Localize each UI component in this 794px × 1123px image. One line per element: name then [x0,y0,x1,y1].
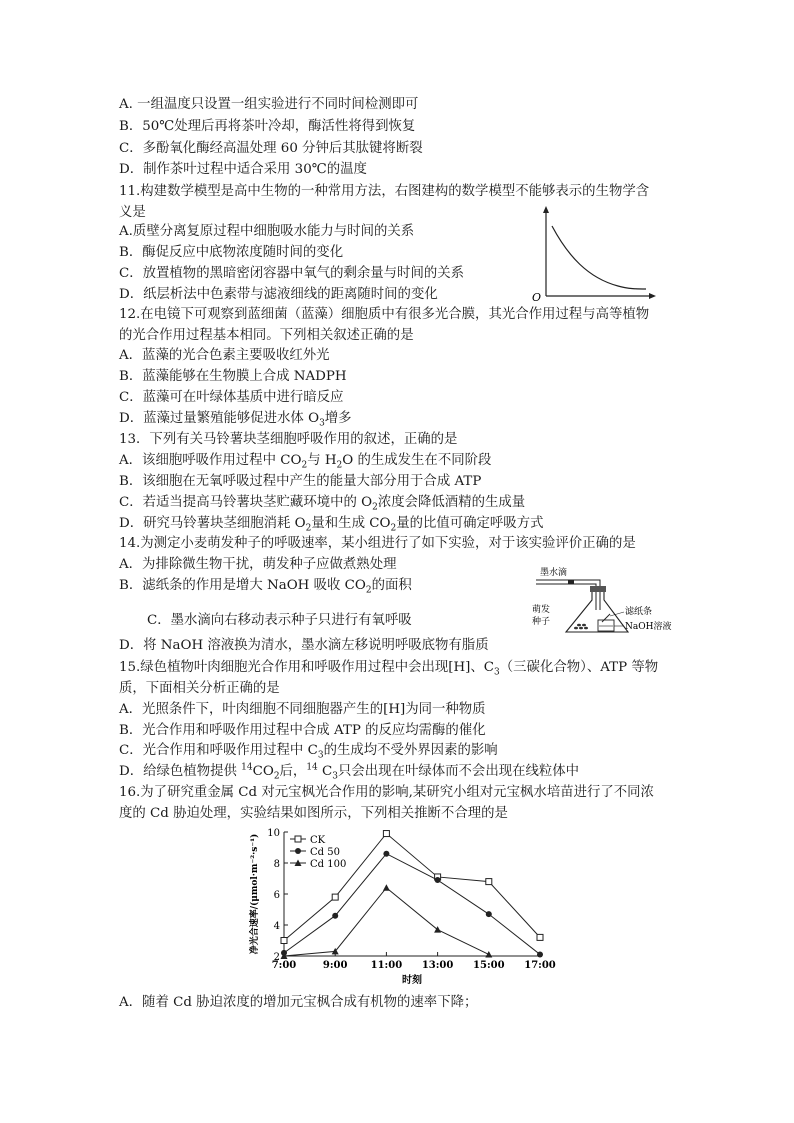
q15-stem-line2: 质，下面相关分析正确的是 [119,681,280,696]
q13-a-sub1: 2 [301,460,308,471]
q15-option-b: B．光合作用和呼吸作用过程中合成 ATP 的反应均需酶的催化 [119,723,486,738]
data-point-cd50 [383,851,389,857]
q11-option-a: A.质壁分离复原过程中细胞吸水能力与时间的关系 [119,224,415,239]
data-point-ck [537,934,543,940]
y-tick-label: 2 [273,952,280,963]
series-line-cd100 [284,888,489,956]
q13-c-pre: C．若适当提高马铃薯块茎贮藏环境中的 O [119,495,373,510]
x-tick-label: 15:00 [473,960,505,971]
q11-graph-origin-label: O [532,291,542,302]
q14-seeds [574,624,588,630]
q14-leader-paper [610,612,624,616]
q10-option-c: C．多酚氧化酶经高温处理 60 分钟后其肽键将断裂 [119,141,423,156]
q11-option-c: C．放置植物的黑暗密闭容器中氧气的剩余量与时间的关系 [119,266,465,281]
q14-label-seed-1: 萌发 [532,605,551,615]
q13-d-sub1: 2 [305,523,312,534]
q12-option-c: C．蓝藻可在叶绿体基质中进行暗反应 [119,390,344,405]
legend-label-cd50: Cd 50 [310,847,340,858]
q11-option-d: D．纸层析法中色素带与滤液细线的距离随时间的变化 [119,287,438,302]
q15-c-post: 的生成均不受外界因素的影响 [323,743,498,758]
q15-d-post: 只会出现在叶绿体而不会出现在线粒体中 [338,764,580,779]
q14-label-ink: 墨水滴 [540,568,568,578]
data-point-ck [332,894,338,900]
q14-option-d: D．将 NaOH 溶液换为清水，墨水滴左移说明呼吸底物有脂质 [119,638,489,653]
q13-a-sub2: 2 [336,460,343,471]
q15-d-sub1: 2 [273,771,280,782]
q14-label-seed-2: 种子 [532,617,551,627]
q10-option-a: A. 一组温度只设置一组实验进行不同时间检测即可 [119,97,419,112]
q14-option-c: C．墨水滴向右移动表示种子只进行有氧呼吸 [147,613,412,628]
q10-option-d: D．制作茶叶过程中适合采用 30℃的温度 [119,162,367,177]
data-point-cd50 [486,911,492,917]
q11-option-b: B．酶促反应中底物浓度随时间的变化 [119,245,344,260]
x-tick-label: 17:00 [524,960,556,971]
x-tick-label: 7:00 [271,960,297,971]
x-tick-label: 11:00 [370,960,403,971]
q14-option-b [119,577,412,595]
q11-decay-graph [528,206,658,302]
q15-option-c [119,742,498,760]
data-point-cd50 [435,877,441,883]
q12-stem-line2: 的光合作用过程基本相同。下列相关叙述正确的是 [119,328,414,343]
legend-label-cd100: Cd 100 [310,859,347,870]
legend-label-ck: CK [310,835,326,846]
q11-graph-x-arrow [649,293,656,299]
q13-a-pre: A．该细胞呼吸作用过程中 CO [119,453,302,468]
x-tick-label: 13:00 [421,960,454,971]
q15-c-pre: C．光合作用和呼吸作用过程中 C [119,743,318,758]
q14-b-sub: 2 [365,585,372,596]
q16-line-chart [244,826,556,988]
x-axis-label: 时刻 [402,975,422,986]
data-point-ck [383,831,389,837]
data-point-cd50 [332,913,338,919]
q13-stem: 13．下列有关马铃薯块茎细胞呼吸作用的叙述，正确的是 [119,432,458,447]
q13-option-d [119,515,543,533]
q15-d-sup2: 14 [306,762,318,773]
q14-label-naoh: NaOH溶液 [625,622,672,632]
y-tick-label: 4 [273,921,280,932]
q13-c-sub: 2 [372,502,378,513]
q13-a-mid: 与 H [307,453,337,468]
y-tick-label: 6 [273,890,280,901]
legend-marker-ck [295,836,301,842]
q16-option-a: A．随着 Cd 胁迫浓度的增加元宝枫合成有机物的速率下降； [119,995,478,1010]
data-point-cd100 [485,951,492,958]
q15-d-sub2: 3 [332,771,339,782]
data-point-ck [486,879,492,885]
q16-stem-line1: 16.为了研究重金属 Cd 对元宝枫光合作用的影响,某研究小组对元宝枫水培苗进行了不同浓 [119,785,654,800]
data-point-cd50 [537,951,543,957]
q13-d-post: 量的比值可确定呼吸方式 [396,516,544,531]
q12-option-a: A．蓝藻的光合色素主要吸收红外光 [119,348,330,363]
y-tick-label: 8 [273,859,280,870]
q14-filter-paper [602,614,610,622]
q14-label-paper: 滤纸条 [625,607,653,617]
q13-option-c [119,494,525,512]
legend-marker-cd50 [295,848,301,854]
q10-option-b: B．50℃处理后再将茶叶冷却，酶活性将得到恢复 [119,119,416,134]
q15-d-mid1: CO [252,764,274,779]
q12-d-pre: D．蓝藻过量繁殖能够促进水体 O [119,411,320,426]
q14-naoh-beaker [598,620,614,631]
q11-stem-line1: 11.构建数学模型是高中生物的一种常用方法，右图建构的数学模型不能够表示的生物学含 [119,184,650,199]
q15-d-mid2: 后， [279,764,307,779]
q13-d-sub2: 2 [390,523,397,534]
q15-stem-sub: 3 [494,667,500,678]
q14-b-pre: B．滤纸条的作用是增大 NaOH 吸收 CO [119,578,366,593]
q11-stem-line2: 义是 [119,205,146,220]
q13-option-a [119,452,491,470]
data-point-cd100 [383,884,390,891]
q15-option-d [119,763,579,781]
q14-option-a: A．为排除微生物干扰，萌发种子应做煮熟处理 [119,557,397,572]
q12-option-d [119,410,352,428]
q12-d-post: 增多 [324,411,352,426]
q13-d-mid: 量和生成 CO [311,516,391,531]
q13-a-post: O 的生成发生在不同阶段 [342,453,492,468]
q14-apparatus-figure [528,566,676,638]
q15-c-sub: 3 [317,750,324,761]
q15-d-sup1: 14 [241,762,253,773]
q14-stopper [590,586,606,592]
q12-option-b: B．蓝藻能够在生物膜上合成 NADPH [119,369,347,384]
q14-stem: 14.为测定小麦萌发种子的呼吸速率，某小组进行了如下实验，对于该实验评价正确的是 [119,536,636,551]
q12-d-sub: 3 [319,418,325,429]
q15-stem-post: （三碳化合物）、ATP 等物 [499,660,659,675]
q15-stem-pre: 15.绿色植物叶肉细胞光合作用和呼吸作用过程中会出现[H]、C [119,660,495,675]
q14-b-post: 的面积 [371,578,412,593]
q13-c-post: 浓度会降低酒精的生成量 [377,495,526,510]
q13-d-pre: D．研究马铃薯块茎细胞消耗 O [119,516,306,531]
data-point-ck [281,938,287,944]
q15-option-a: A．光照条件下，叶肉细胞不同细胞器产生的[H]为同一种物质 [119,702,486,717]
q15-stem-line1 [119,659,658,677]
q15-d-mid3: C [317,764,333,779]
x-tick-label: 9:00 [322,960,348,971]
q13-option-b: B．该细胞在无氧呼吸过程中产生的能量大部分用于合成 ATP [119,474,482,489]
q11-graph-curve [552,226,646,289]
y-axis-label: 净光合速率/(μmol·m⁻²·s⁻¹) [250,833,260,955]
q14-tube-bend [592,580,600,610]
q11-graph-y-arrow [543,206,549,213]
q16-stem-line2: 度的 Cd 胁迫处理，实验结果如图所示，下列相关推断不合理的是 [119,806,508,821]
q14-ink-drop [568,580,574,584]
q12-stem-line1: 12.在电镜下可观察到蓝细菌（蓝藻）细胞质中有很多光合膜，其光合作用过程与高等植物 [119,307,650,322]
y-tick-label: 10 [267,828,280,839]
q15-d-pre: D．给绿色植物提供 [119,764,242,779]
